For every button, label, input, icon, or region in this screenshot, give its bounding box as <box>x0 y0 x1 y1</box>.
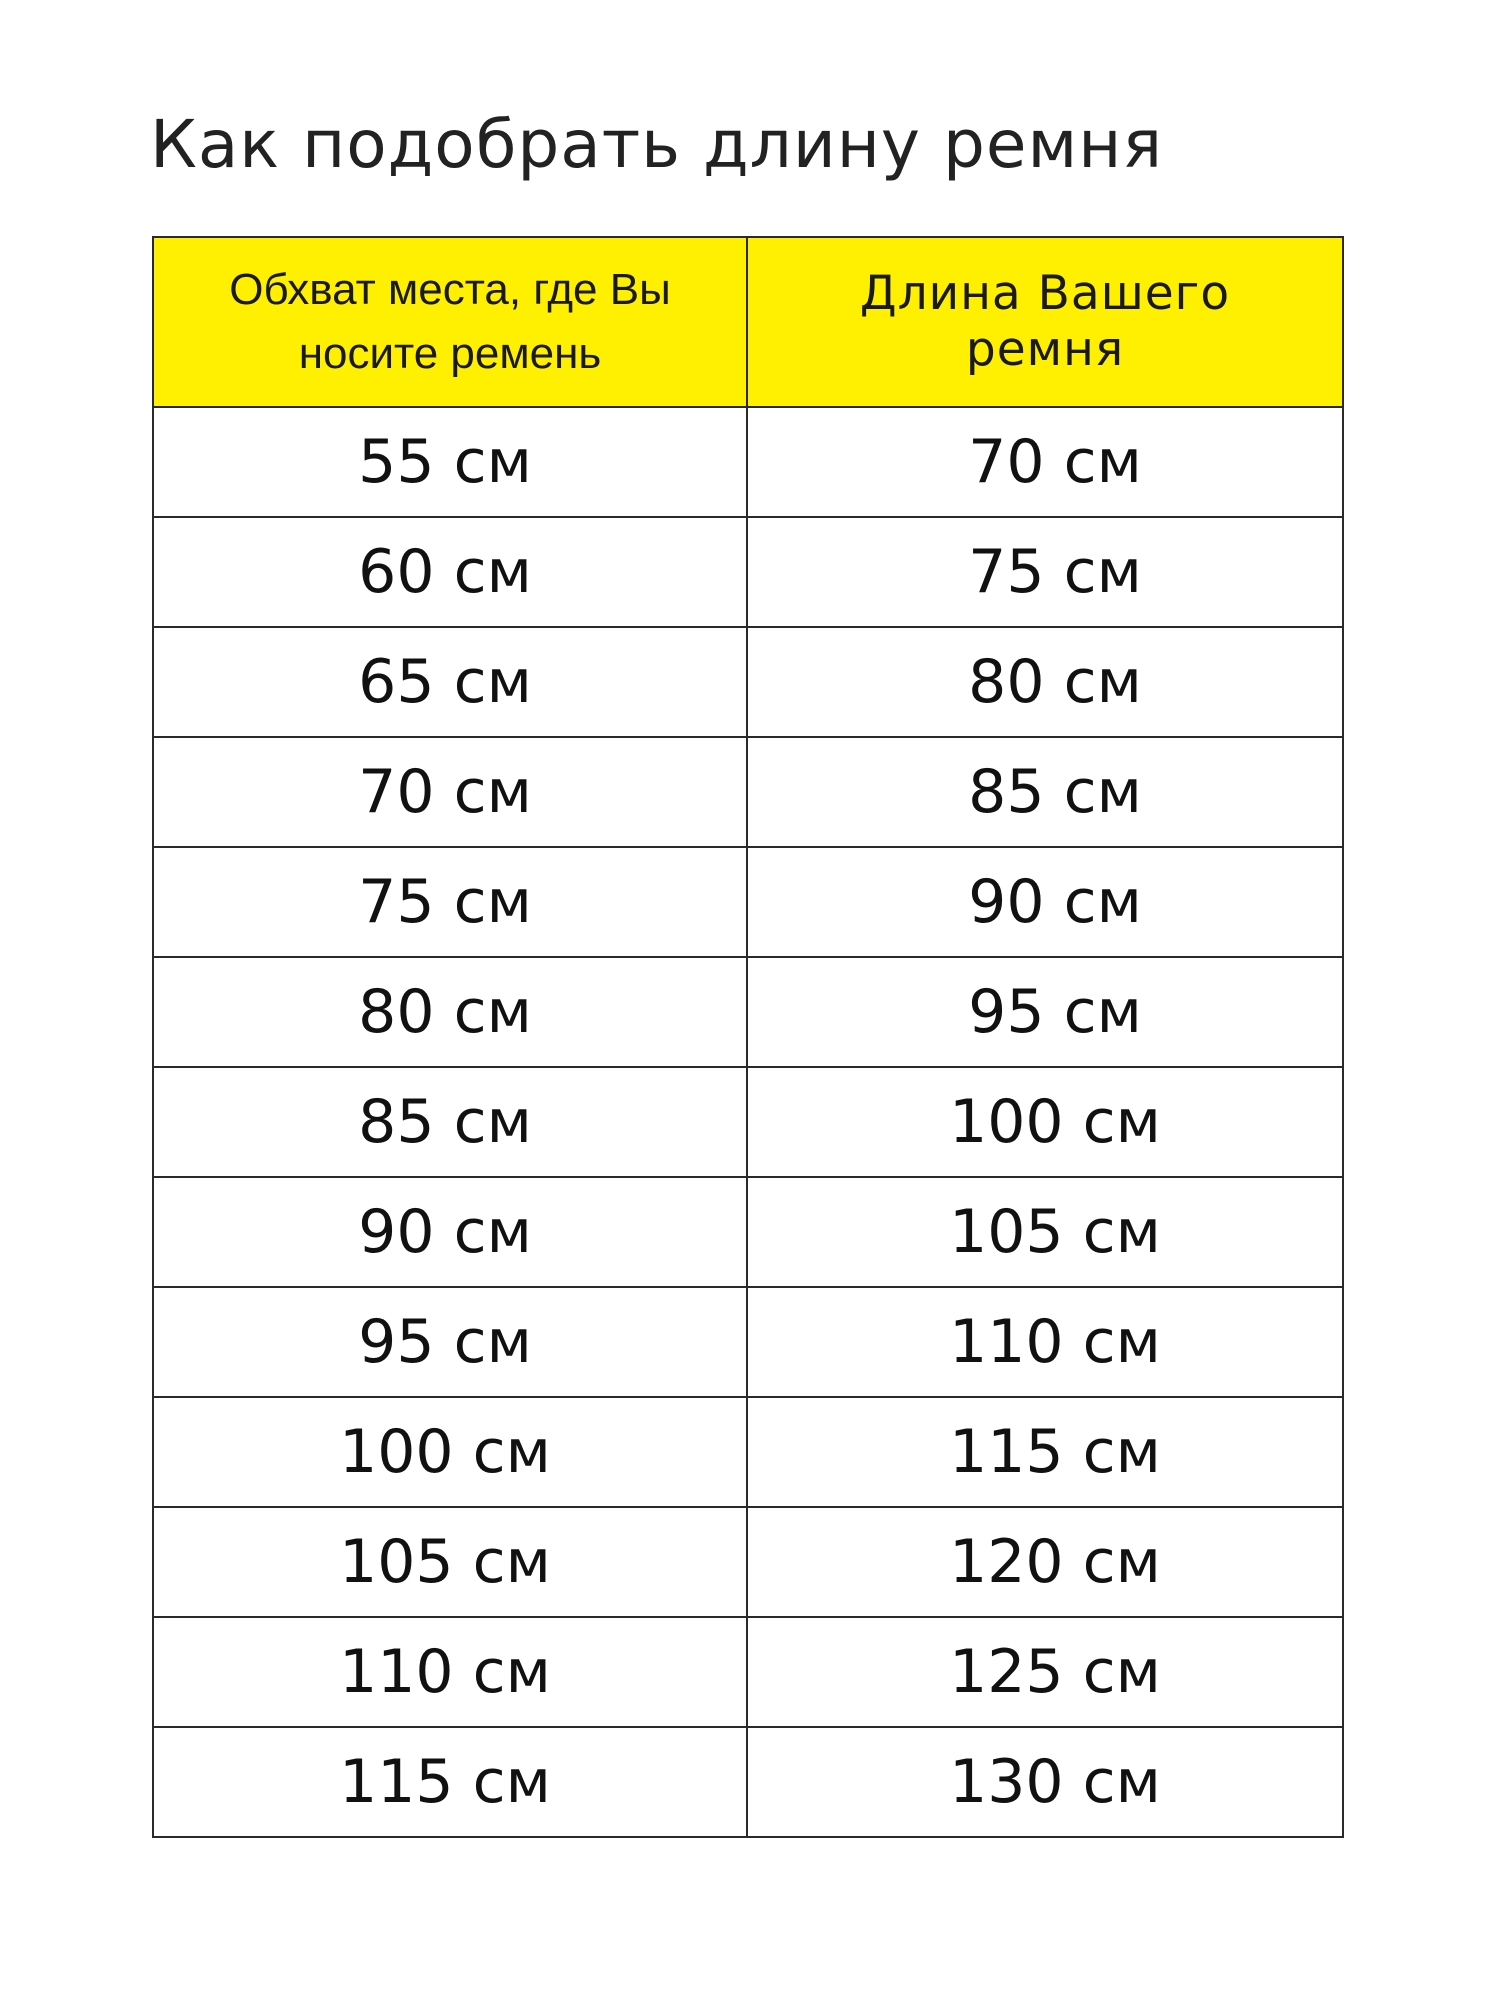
waist-cell: 70 см <box>153 737 747 847</box>
table-row <box>153 1727 1343 1837</box>
belt-length-cell: 130 см <box>747 1727 1343 1837</box>
waist-cell: 115 см <box>153 1727 747 1837</box>
waist-cell: 80 см <box>153 957 747 1067</box>
waist-column-header <box>153 237 747 407</box>
belt-length-cell: 105 см <box>747 1177 1343 1287</box>
table-row <box>153 407 1343 517</box>
waist-cell: 75 см <box>153 847 747 957</box>
belt-length-cell: 115 см <box>747 1397 1343 1507</box>
belt-length-cell: 70 см <box>747 407 1343 517</box>
belt-size-table <box>152 236 1344 1838</box>
waist-cell: 60 см <box>153 517 747 627</box>
waist-cell: 100 см <box>153 1397 747 1507</box>
waist-cell: 110 см <box>153 1617 747 1727</box>
table-row <box>153 957 1343 1067</box>
table-row <box>153 847 1343 957</box>
belt-length-cell: 100 см <box>747 1067 1343 1177</box>
waist-cell: 55 см <box>153 407 747 517</box>
table-row <box>153 1067 1343 1177</box>
table-row <box>153 1507 1343 1617</box>
table-row <box>153 1177 1343 1287</box>
belt-length-cell: 80 см <box>747 627 1343 737</box>
table-row <box>153 1397 1343 1507</box>
table-row <box>153 737 1343 847</box>
table-header-row <box>153 237 1343 407</box>
belt-length-cell: 110 см <box>747 1287 1343 1397</box>
belt-length-cell: 85 см <box>747 737 1343 847</box>
belt-header-line-2: ремня <box>965 322 1125 377</box>
waist-cell: 65 см <box>153 627 747 737</box>
waist-cell: 105 см <box>153 1507 747 1617</box>
table-row <box>153 517 1343 627</box>
waist-header-line-2: носите ремень <box>298 329 602 378</box>
belt-length-cell: 90 см <box>747 847 1343 957</box>
page-title: Как подобрать длину ремня <box>150 106 1164 183</box>
table-row <box>153 627 1343 737</box>
waist-header-line-1: Обхват места, где Вы <box>229 265 671 315</box>
belt-length-cell: 95 см <box>747 957 1343 1067</box>
belt-length-column-header <box>747 237 1343 407</box>
belt-header-line-1: Длина Вашего <box>859 265 1231 321</box>
belt-length-cell: 125 см <box>747 1617 1343 1727</box>
table-row <box>153 1617 1343 1727</box>
belt-length-cell: 120 см <box>747 1507 1343 1617</box>
waist-cell: 90 см <box>153 1177 747 1287</box>
waist-cell: 95 см <box>153 1287 747 1397</box>
waist-cell: 85 см <box>153 1067 747 1177</box>
belt-length-cell: 75 см <box>747 517 1343 627</box>
table-row <box>153 1287 1343 1397</box>
